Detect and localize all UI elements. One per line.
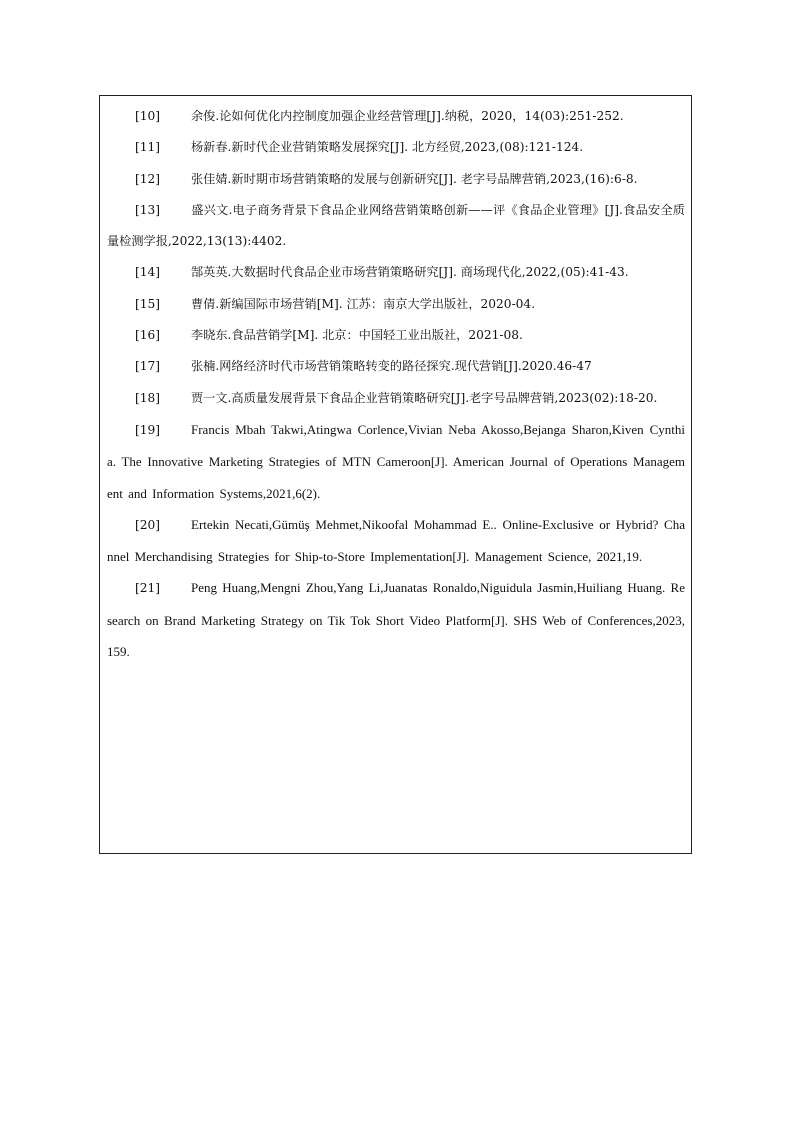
reference-item [107, 164, 685, 195]
reference-number: [20] [135, 517, 161, 532]
reference-number: [13] [135, 202, 161, 217]
reference-text: Ertekin Necati,Gümüş Mehmet,Nikoofal Mohammad E.. Online-Exclusive or Hybrid? Channel Merchandising Strategies for Ship-to-Store Implementation[J]. Management Science, 2021,19. [107, 516, 685, 565]
reference-item [107, 572, 685, 667]
reference-text: 李晓东.食品营销学[M]. 北京：中国轻工业出版社，2021-08. [191, 328, 523, 343]
reference-text: 杨新春.新时代企业营销策略发展探究[J]. 北方经贸,2023,(08):121-124. [191, 140, 584, 155]
reference-list [107, 101, 685, 667]
reference-text: 盛兴文.电子商务背景下食品企业网络营销策略创新——评《食品企业管理》[J].食品安全质量检测学报,2022,13(13):4402. [107, 202, 685, 249]
reference-item [107, 101, 685, 132]
reference-item [107, 509, 685, 573]
reference-number: [11] [135, 140, 161, 155]
reference-item [107, 257, 685, 288]
reference-text: Peng Huang,Mengni Zhou,Yang Li,Juanatas Ronaldo,Niguidula Jasmin,Huiliang Huang. Research on Brand Marketing Strategy on Tik Tok Short Video Platform[J]. SHS Web of Conferences,2023,159. [107, 580, 685, 660]
reference-number: [21] [135, 581, 161, 596]
reference-number: [12] [135, 171, 161, 186]
reference-item [107, 195, 685, 258]
reference-number: [18] [135, 390, 161, 405]
reference-text: 郜英英.大数据时代食品企业市场营销策略研究[J]. 商场现代化,2022,(05):41-43. [191, 265, 629, 280]
reference-text: 曹倩.新编国际市场营销[M]. 江苏：南京大学出版社，2020-04. [191, 296, 536, 311]
reference-item [107, 289, 685, 320]
reference-item [107, 320, 685, 351]
reference-text: 张佳婧.新时期市场营销策略的发展与创新研究[J]. 老字号品牌营销,2023,(16):6-8. [191, 171, 638, 186]
reference-item [107, 132, 685, 163]
reference-table-box [99, 95, 692, 854]
reference-text: 贾一文.高质量发展背景下食品企业营销策略研究[J].老字号品牌营销,2023(02):18-20. [191, 390, 658, 405]
reference-number: [14] [135, 265, 161, 280]
reference-number: [10] [135, 109, 161, 123]
reference-number: [15] [135, 296, 161, 311]
reference-text: 张楠.网络经济时代市场营销策略转变的路径探究.现代营销[J].2020.46-47 [191, 359, 592, 374]
reference-item [107, 351, 685, 382]
reference-item [107, 414, 685, 509]
reference-number: [17] [135, 359, 161, 374]
reference-text: Francis Mbah Takwi,Atingwa Corlence,Vivian Neba Akosso,Bejanga Sharon,Kiven Cynthia. The Innovative Marketing Strategies of MTN Cameroon[J]. American Journal of Operations Management and Information Systems,2021,6(2). [107, 421, 685, 501]
reference-item [107, 383, 685, 414]
reference-number: [16] [135, 328, 161, 343]
reference-number: [19] [135, 422, 161, 437]
reference-text: 余俊.论如何优化内控制度加强企业经营管理[J].纳税，2020，14(03):251-252. [191, 109, 624, 123]
